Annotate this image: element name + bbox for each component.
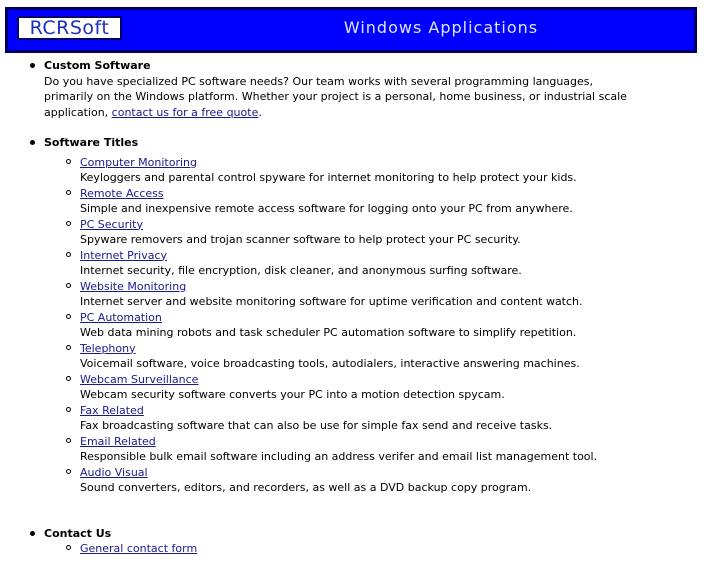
title-link[interactable]: Telephony bbox=[80, 341, 136, 355]
site-banner bbox=[5, 7, 697, 53]
title-link[interactable]: Audio Visual bbox=[80, 465, 148, 479]
free-quote-link[interactable]: contact us for a free quote bbox=[111, 105, 259, 119]
section-heading: Software Titles bbox=[44, 136, 139, 149]
title-link[interactable]: Internet Privacy bbox=[80, 248, 168, 262]
list-item: Webcam Surveillance Webcam security software converts your PC into a motion detection spycam. bbox=[80, 372, 640, 403]
custom-software-section bbox=[44, 58, 644, 120]
contact-form-link[interactable]: General contact form bbox=[80, 542, 198, 555]
contact-list bbox=[44, 541, 640, 557]
list-item: Telephony Voicemail software, voice broadcasting tools, autodialers, interactive answering machines. bbox=[80, 341, 640, 372]
site-logo[interactable]: RCRSoft bbox=[17, 16, 122, 40]
title-link[interactable]: Remote Access bbox=[80, 186, 164, 200]
list-item: Website Monitoring Internet server and website monitoring software for uptime verification and content watch. bbox=[80, 279, 640, 310]
title-link[interactable]: Email Related bbox=[80, 434, 156, 448]
software-titles-section bbox=[44, 135, 644, 496]
banner-title: Windows Applications bbox=[343, 18, 539, 37]
title-link[interactable]: PC Automation bbox=[80, 310, 162, 324]
title-link[interactable]: PC Security bbox=[80, 217, 143, 231]
title-link[interactable]: Webcam Surveillance bbox=[80, 372, 199, 386]
list-item: Computer Monitoring Keyloggers and parental control spyware for internet monitoring to help protect your kids. bbox=[80, 155, 640, 186]
list-item: Audio Visual Sound converters, editors, and recorders, as well as a DVD backup copy program. bbox=[80, 465, 640, 496]
list-item: Email Related Responsible bulk email software including an address verifer and email list management tool. bbox=[80, 434, 640, 465]
contact-section bbox=[44, 526, 644, 557]
title-link[interactable]: Website Monitoring bbox=[80, 279, 187, 293]
title-link[interactable]: Fax Related bbox=[80, 403, 144, 417]
section-heading: Contact Us bbox=[44, 526, 112, 540]
list-item: Fax Related Fax broadcasting software that can also be use for simple fax send and receive tasks. bbox=[80, 403, 640, 434]
section-heading: Custom Software bbox=[44, 59, 151, 72]
titles-list bbox=[44, 155, 640, 496]
main-list bbox=[0, 58, 644, 572]
list-item bbox=[80, 541, 640, 557]
list-item: Remote Access Simple and inexpensive remote access software for logging onto your PC from anywhere. bbox=[80, 186, 640, 217]
title-link[interactable]: Computer Monitoring bbox=[80, 155, 198, 169]
list-item: PC Security Spyware removers and trojan scanner software to help protect your PC security. bbox=[80, 217, 640, 248]
list-item: Internet Privacy Internet security, file encryption, disk cleaner, and anonymous surfing software. bbox=[80, 248, 640, 279]
custom-software-text: Do you have specialized PC software needs? Our team works with several programming languages, primarily on the Windows platform. Whether your project is a personal, home business, or industrial scale application, contact us for a free quote. bbox=[44, 74, 627, 119]
list-item: PC Automation Web data mining robots and task scheduler PC automation software to simplify repetition. bbox=[80, 310, 640, 341]
